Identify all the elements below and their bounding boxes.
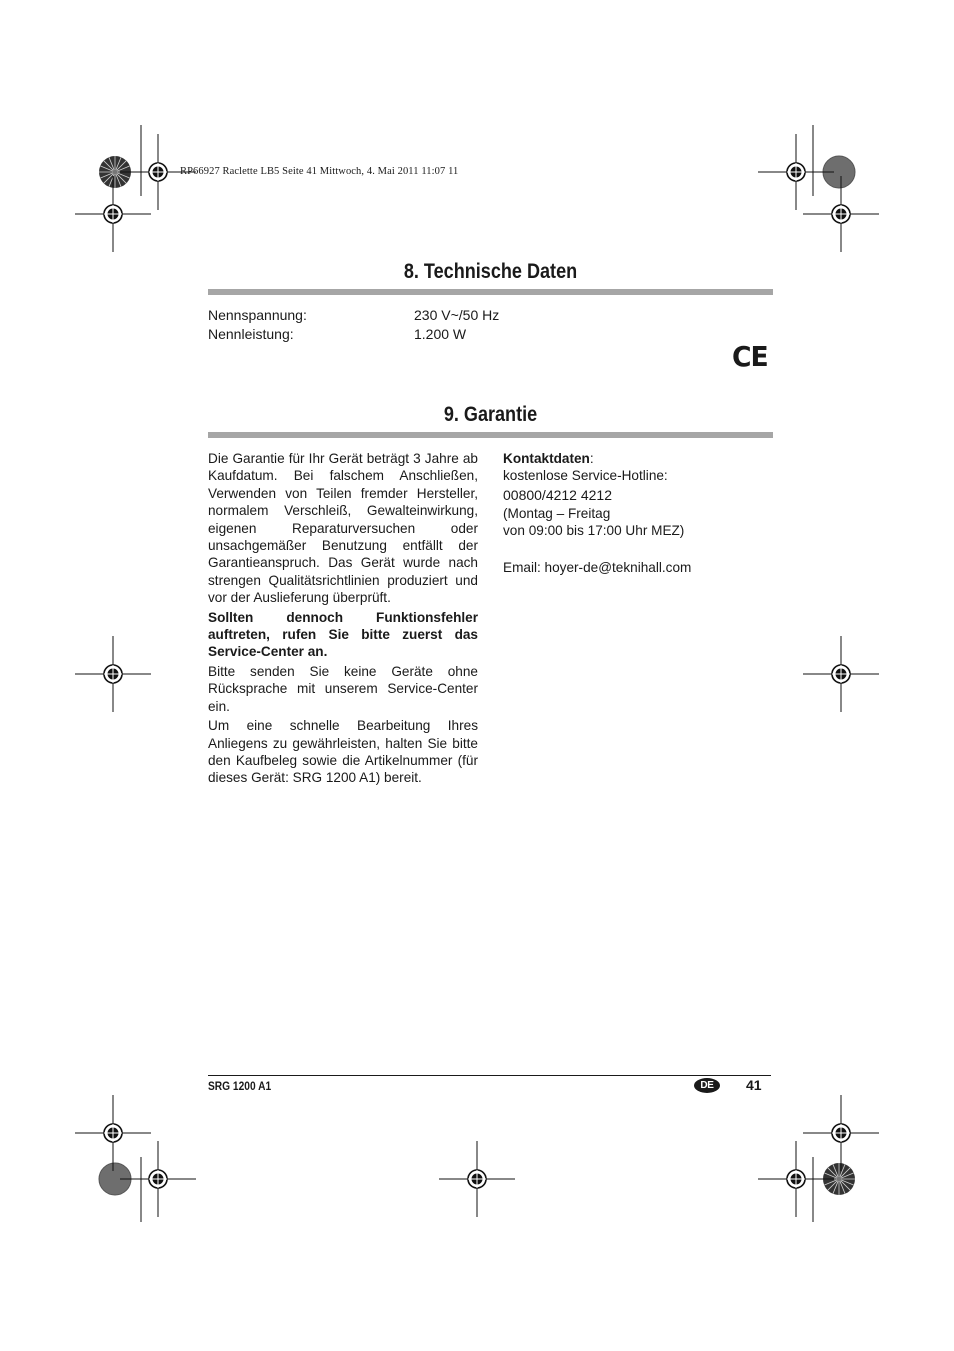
footer-rule	[208, 1075, 771, 1076]
hotline-number: 00800/4212 4212	[503, 486, 612, 503]
contact-heading-line	[503, 450, 763, 467]
spec-value-power: 1.200 W	[414, 326, 467, 342]
contact-heading: Kontaktdaten	[503, 451, 590, 466]
hours-line-1: (Montag – Freitag	[503, 505, 611, 521]
hotline-label: kostenlose Service-Hotline:	[503, 468, 668, 484]
section-9-heading: 9. Garantie	[443, 403, 538, 426]
registration-mark-icon	[439, 1141, 515, 1217]
email-address: Email: hoyer-de@teknihall.com	[503, 559, 692, 575]
registration-mark-icon	[758, 1141, 834, 1217]
spec-value-voltage: 230 V~/50 Hz	[414, 307, 500, 323]
registration-mark-icon	[803, 636, 879, 712]
language-badge: DE	[694, 1078, 720, 1093]
guarantee-text-column	[208, 450, 478, 789]
registration-mark-icon	[120, 1141, 196, 1217]
contact-colon: :	[589, 451, 594, 466]
registration-mark-icon	[75, 636, 151, 712]
guarantee-paragraph: Die Garantie für Ihr Gerät beträgt 3 Jahre ab Kaufdatum. Bei falschem Anschließen, Verwenden von Teilen fremder Hersteller, normalem Verschleiß, Gewalteinwirkung, eigenen Reparaturversuchen oder unsachgemäßer Benutzung entfällt der Garantieanspruch. Das Gerät wurde nach strengen Qualitätsrichtlinien produziert und vor der Auslieferung überprüft.	[208, 451, 478, 606]
registration-mark-icon	[803, 176, 879, 252]
section-8-rule	[208, 289, 773, 295]
receipt-paragraph: Um eine schnelle Bearbeitung Ihres Anliegens zu gewährleisten, halten Sie bitte den Kaufbeleg sowie die Artikelnummer (für dieses Gerät: SRG 1200 A1) bereit.	[208, 718, 478, 786]
spec-label-power: Nennleistung:	[208, 326, 294, 342]
contact-column	[503, 450, 763, 576]
print-slug: RP66927 Raclette LB5 Seite 41 Mittwoch, 4. Mai 2011 11:07 11	[180, 166, 459, 177]
section-9-rule	[208, 432, 773, 438]
return-paragraph: Bitte senden Sie keine Geräte ohne Rücksprache mit unserem Service-Center ein.	[208, 663, 478, 714]
section-8-heading: 8. Technische Daten	[403, 260, 578, 283]
registration-mark-icon	[75, 1095, 151, 1171]
service-center-notice: Sollten dennoch Funktionsfehler auftreten, rufen Sie bitte zuerst das Service-Center an.	[208, 609, 478, 660]
page-number: 41	[746, 1077, 762, 1093]
registration-mark-icon	[75, 176, 151, 252]
ce-mark: CE	[731, 340, 768, 373]
registration-mark-icon	[803, 1095, 879, 1171]
spec-label-voltage: Nennspannung:	[208, 307, 307, 323]
footer-model-number: SRG 1200 A1	[208, 1079, 272, 1093]
registration-mark-icon	[758, 134, 834, 210]
hours-line-2: von 09:00 bis 17:00 Uhr MEZ)	[503, 523, 685, 539]
